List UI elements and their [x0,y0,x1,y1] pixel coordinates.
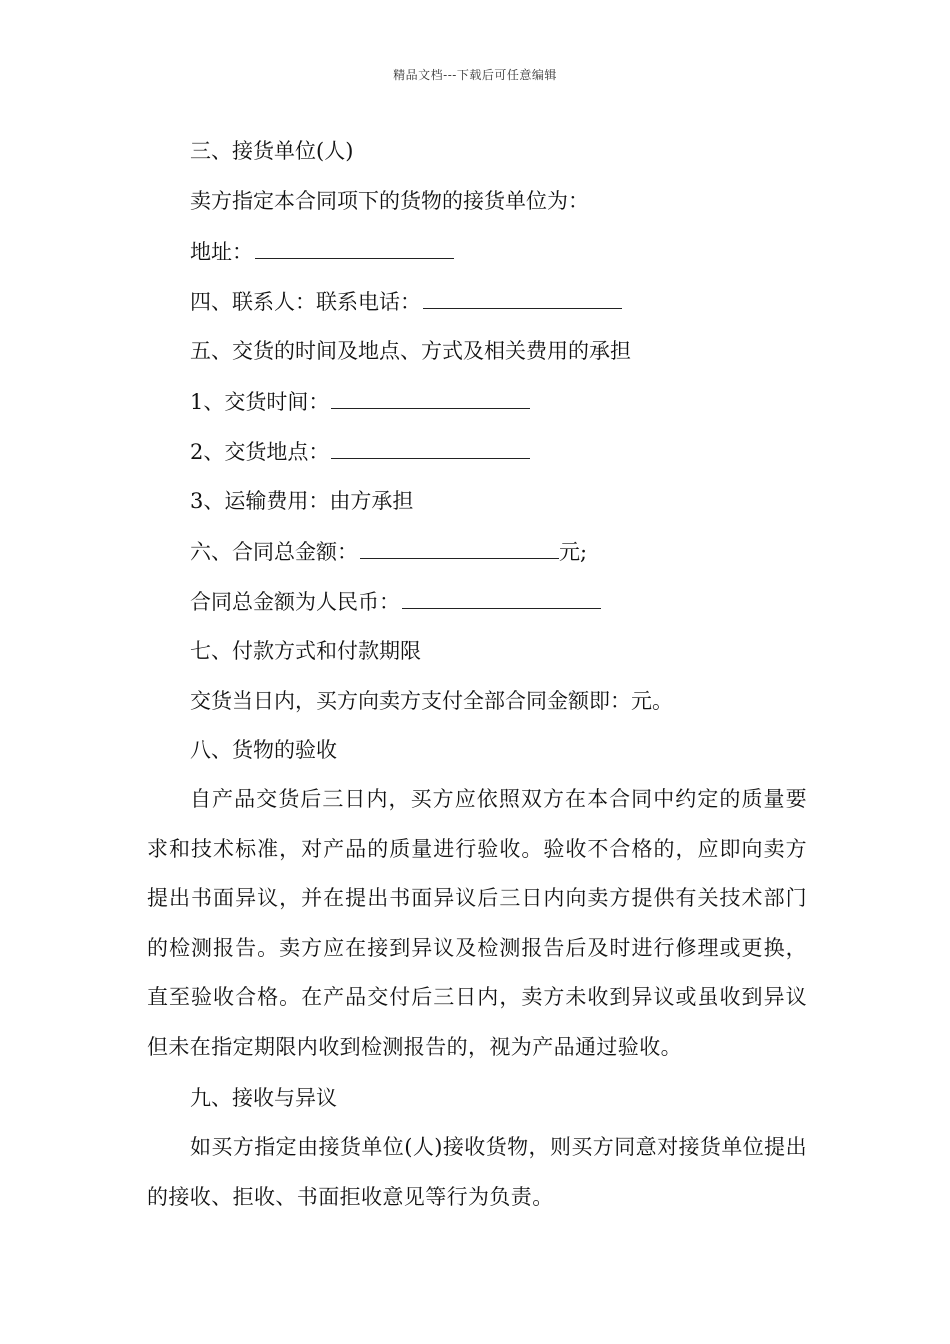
section-7-text: 交货当日内，买方向卖方支付全部合同金额即：元。 [190,689,673,713]
address-blank [255,236,454,259]
rmb-amount-row [190,586,601,617]
phone-blank [423,286,622,309]
total-amount-label: 六、合同总金额： [190,540,358,564]
section-9-title: 九、接收与异议 [190,1086,337,1110]
section-5-title: 五、交货的时间及地点、方式及相关费用的承担 [190,339,631,363]
acceptance-paragraph: 如买方指定由接货单位(人)接收货物，则买方同意对接货单位提出的接收、拒收、书面拒收意见等行为负责。 [147,1135,807,1209]
section-8-title: 八、货物的验收 [190,738,337,762]
transport-fee: 3、运输费用：由方承担 [190,489,414,513]
section-3-text: 卖方指定本合同项下的货物的接货单位为： [190,189,589,213]
total-amount-row [190,536,587,567]
total-amount-blank [360,536,559,559]
delivery-time-blank [331,386,530,409]
section-3-title: 三、接货单位(人) [190,139,354,163]
delivery-place-label: 2、交货地点： [190,440,330,464]
address-row [190,236,454,267]
rmb-amount-label: 合同总金额为人民币： [190,590,400,614]
page-header: 精品文档---下载后可任意编辑 [393,68,557,82]
rmb-amount-blank [402,586,601,609]
delivery-time-row [190,386,530,417]
total-amount-unit: 元; [559,540,588,564]
delivery-place-blank [331,436,530,459]
inspection-paragraph: 自产品交货后三日内，买方应依照双方在本合同中约定的质量要求和技术标准，对产品的质量进行验收。验收不合格的，应即向卖方提出书面异议，并在提出书面异议后三日内向卖方提供有关技术部门的检测报告。卖方应在接到异议及检测报告后及时进行修理或更换，直至验收合格。在产品交付后三日内，卖方未收到异议或虽收到异议但未在指定期限内收到检测报告的，视为产品通过验收。 [147,787,807,1059]
section-7-title: 七、付款方式和付款期限 [190,639,421,663]
delivery-place-row [190,436,530,467]
contact-row [190,286,622,317]
delivery-time-label: 1、交货时间： [190,390,330,414]
address-label: 地址： [190,240,253,264]
contact-label: 四、联系人：联系电话： [190,290,421,314]
